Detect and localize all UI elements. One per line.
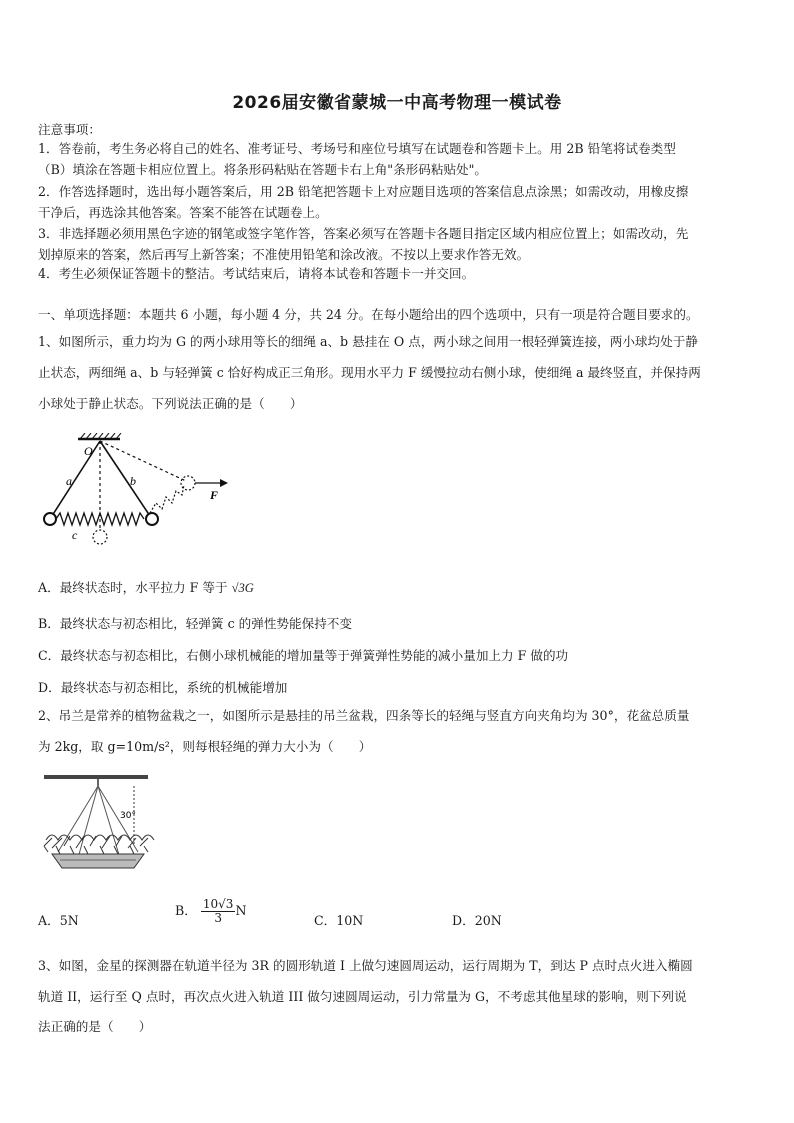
q1-label-b: b	[130, 474, 136, 488]
fraction-denominator: 3	[214, 911, 222, 925]
q2-option-b-letter: B．	[175, 903, 197, 918]
q1-option-d: D．最终状态与初态相比，系统的机械能增加	[38, 680, 288, 695]
q2-option-b-fraction	[201, 898, 236, 925]
q2-option-d: D．20N	[452, 913, 502, 928]
q2-option-c: C．10N	[314, 913, 364, 928]
q1-stem-line: 止状态，两细绳 a、b 与轻弹簧 c 恰好构成正三角形。现用水平力 F 缓慢拉动右侧小球，使细绳 a 最终竖直，并保持两	[38, 365, 701, 380]
q1-option-a-text: A．最终状态时，水平拉力 F 等于	[38, 580, 228, 595]
q1-label-a: a	[66, 474, 72, 488]
q3-stem-line: 3、如图，金星的探测器在轨道半径为 3R 的圆形轨道 I 上做匀速圆周运动，运行周期为 T，到达 P 点时点火进入椭圆	[38, 958, 693, 973]
q2-option-a: A．5N	[38, 913, 79, 928]
q1-label-F: F	[210, 488, 219, 502]
q2-option-b-unit: N	[235, 903, 247, 918]
q3-stem-line: 法正确的是（ ）	[38, 1019, 152, 1034]
section-heading: 一、单项选择题：本题共 6 小题，每小题 4 分，共 24 分。在每小题给出的四个选项中，只有一项是符合题目要求的。	[38, 307, 699, 322]
notice-line: 4．考生必须保证答题卡的整洁。考试结束后，请将本试卷和答题卡一并交回。	[38, 266, 475, 281]
notice-line: 1．答卷前，考生务必将自己的姓名、准考证号、考场号和座位号填写在试题卷和答题卡上。用 2B 铅笔将试卷类型	[38, 141, 676, 156]
q1-option-a	[38, 577, 254, 596]
q1-figure	[38, 433, 238, 553]
q1-option-c: C．最终状态与初态相比，右侧小球机械能的增加量等于弹簧弹性势能的减小量加上力 F 做的功	[38, 648, 569, 663]
notice-line: 3．非选择题必须用黑色字迹的钢笔或签字笔作答，答案必须写在答题卡各题目指定区域内相应位置上；如需改动，先	[38, 226, 689, 241]
q2-stem-line: 为 2kg，取 g=10m/s²，则每根轻绳的弹力大小为（ ）	[38, 739, 372, 754]
notice-line: （B）填涂在答题卡相应位置上。将条形码粘贴在答题卡右上角"条形码粘贴处"。	[38, 162, 488, 177]
notice-heading: 注意事项：	[38, 122, 101, 137]
q1-option-a-math: √3G	[231, 581, 254, 595]
q1-label-O: O	[84, 444, 93, 458]
q1-stem-line: 小球处于静止状态。下列说法正确的是（ ）	[38, 396, 303, 411]
notice-line: 干净后，再选涂其他答案。答案不能答在试题卷上。	[38, 205, 328, 220]
q1-label-c: c	[72, 528, 78, 542]
notice-line: 2．作答选择题时，选出每小题答案后，用 2B 铅笔把答题卡上对应题目选项的答案信息点涂黑；如需改动，用橡皮擦	[38, 184, 689, 199]
q2-option-b	[175, 898, 246, 925]
page-title: 2026届安徽省蒙城一中高考物理一模试卷	[232, 93, 562, 113]
q3-stem-line: 轨道 II，运行至 Q 点时，再次点火进入轨道 III 做匀速圆周运动，引力常量为 G，不考虑其他星球的影响，则下列说	[38, 989, 687, 1004]
q1-stem-line: 1、如图所示，重力均为 G 的两小球用等长的细绳 a、b 悬挂在 O 点，两小球之间用一根轻弹簧连接，两小球均处于静	[38, 334, 698, 349]
fraction-numerator: 10√3	[202, 897, 234, 911]
notice-line: 划掉原来的答案，然后再写上新答案；不准使用铅笔和涂改液。不按以上要求作答无效。	[38, 247, 530, 262]
q1-option-b: B．最终状态与初态相比，轻弹簧 c 的弹性势能保持不变	[38, 616, 352, 631]
q2-angle-label: 30°	[120, 811, 136, 821]
q2-figure	[38, 772, 168, 876]
q2-stem-line: 2、吊兰是常养的植物盆栽之一，如图所示是悬挂的吊兰盆栽，四条等长的轻绳与竖直方向夹角均为 30°，花盆总质量	[38, 708, 690, 723]
